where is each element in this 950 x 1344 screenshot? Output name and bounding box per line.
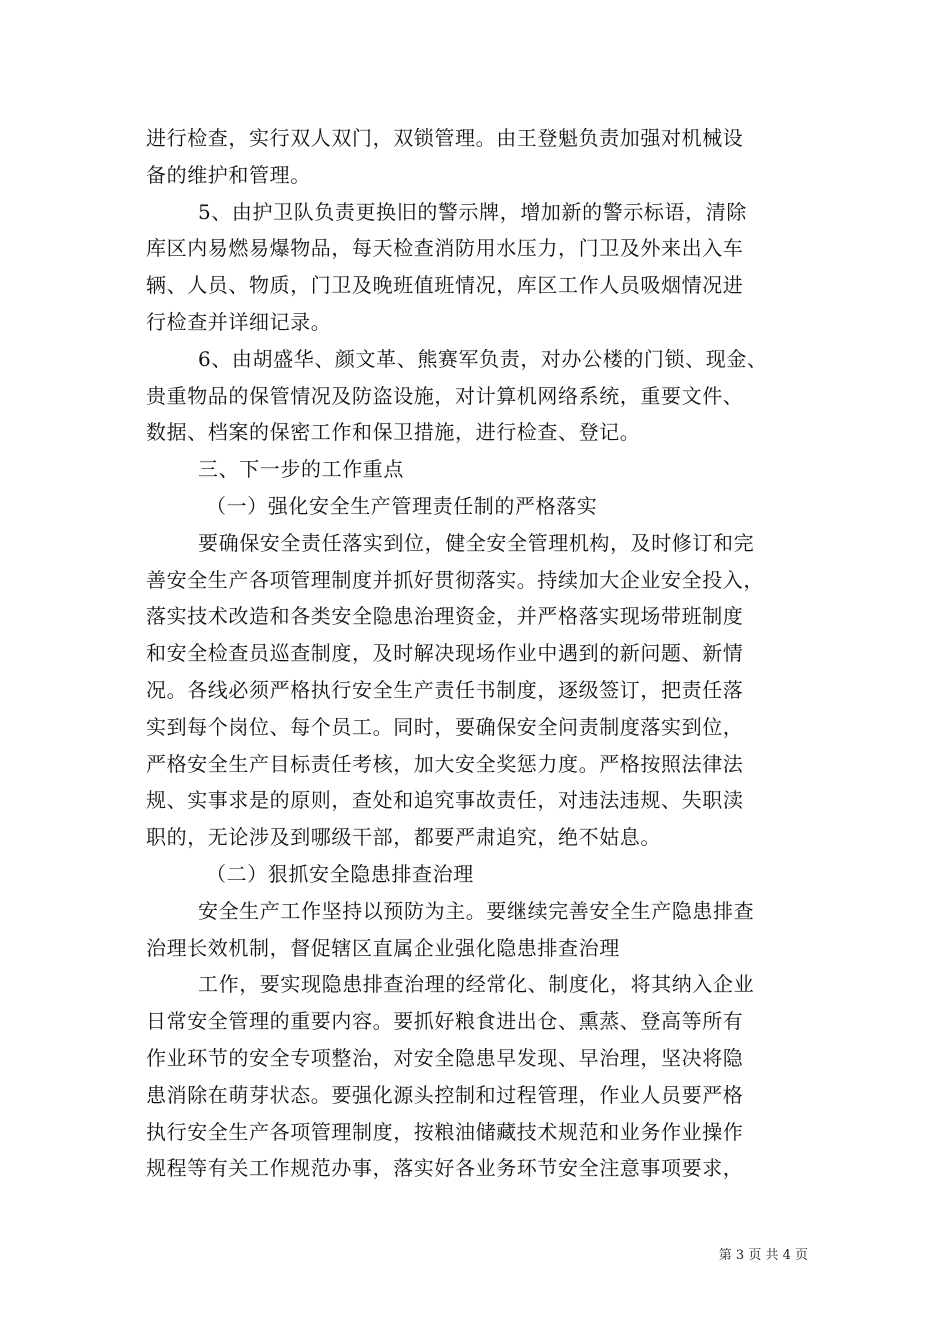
page-number-label: 第 3 页 共 4 页 [718, 1248, 808, 1263]
text-line: 和安全检查员巡查制度，及时解决现场作业中遇到的新问题、新情 [146, 641, 744, 666]
text-line: 辆、人员、物质，门卫及晚班值班情况，库区工作人员吸烟情况进 [146, 273, 744, 298]
text-line: 况。各线必须严格执行安全生产责任书制度，逐级签订，把责任落 [146, 677, 744, 702]
text-line: 落实技术改造和各类安全隐患治理资金，并严格落实现场带班制度 [146, 604, 744, 629]
text-line: 治理长效机制，督促辖区直属企业强化隐患排查治理 [146, 935, 620, 960]
paragraph-item-5: 5、由护卫队负责更换旧的警示牌，增加新的警示标语，清除 [198, 199, 747, 224]
text-line: 数据、档案的保密工作和保卫措施，进行检查、登记。 [146, 420, 641, 445]
text-line: 实到每个岗位、每个员工。同时，要确保安全问责制度落实到位， [146, 714, 744, 739]
text-line: 行检查并详细记录。 [146, 309, 332, 334]
subsection-heading-1: （一）强化安全生产管理责任制的严格落实 [206, 493, 598, 518]
text-line: 执行安全生产各项管理制度，按粮油储藏技术规范和业务作业操作 [146, 1119, 744, 1144]
text-line: 备的维护和管理。 [146, 162, 311, 187]
paragraph-start: 安全生产工作坚持以预防为主。要继续完善安全生产隐患排查 [198, 898, 755, 923]
text-line: 规程等有关工作规范办事，落实好各业务环节安全注意事项要求， [146, 1156, 744, 1181]
text-line: 善安全生产各项管理制度并抓好贯彻落实。持续加大企业安全投入， [146, 567, 764, 592]
text-line: 职的，无论涉及到哪级干部，都要严肃追究，绝不姑息。 [146, 825, 661, 850]
text-line: 作业环节的安全专项整治，对安全隐患早发现、早治理，坚决将隐 [146, 1045, 744, 1070]
page-number-footer [719, 1247, 808, 1265]
subsection-heading-2: （二）狠抓安全隐患排查治理 [206, 861, 474, 886]
section-heading: 三、下一步的工作重点 [198, 457, 404, 482]
text-line: 严格安全生产目标责任考核，加大安全奖惩力度。严格按照法律法 [146, 751, 744, 776]
text-line: 患消除在萌芽状态。要强化源头控制和过程管理，作业人员要严格 [146, 1082, 744, 1107]
text-line: 日常安全管理的重要内容。要抓好粮食进出仓、熏蒸、登高等所有 [146, 1009, 744, 1034]
text-line: 库区内易燃易爆物品，每天检查消防用水压力，门卫及外来出入车 [146, 236, 744, 261]
paragraph-start: 工作，要实现隐患排查治理的经常化、制度化，将其纳入企业 [198, 972, 755, 997]
document-body [146, 120, 810, 1187]
paragraph-start: 要确保安全责任落实到位，健全安全管理机构，及时修订和完 [198, 530, 755, 555]
text-line: 规、实事求是的原则，查处和追究事故责任，对违法违规、失职渎 [146, 788, 744, 813]
text-line: 进行检查，实行双人双门，双锁管理。由王登魁负责加强对机械设 [146, 126, 744, 150]
text-line: 贵重物品的保管情况及防盗设施，对计算机网络系统，重要文件、 [146, 383, 744, 408]
paragraph-item-6: 6、由胡盛华、颜文革、熊赛军负责，对办公楼的门锁、现金、 [198, 346, 768, 371]
